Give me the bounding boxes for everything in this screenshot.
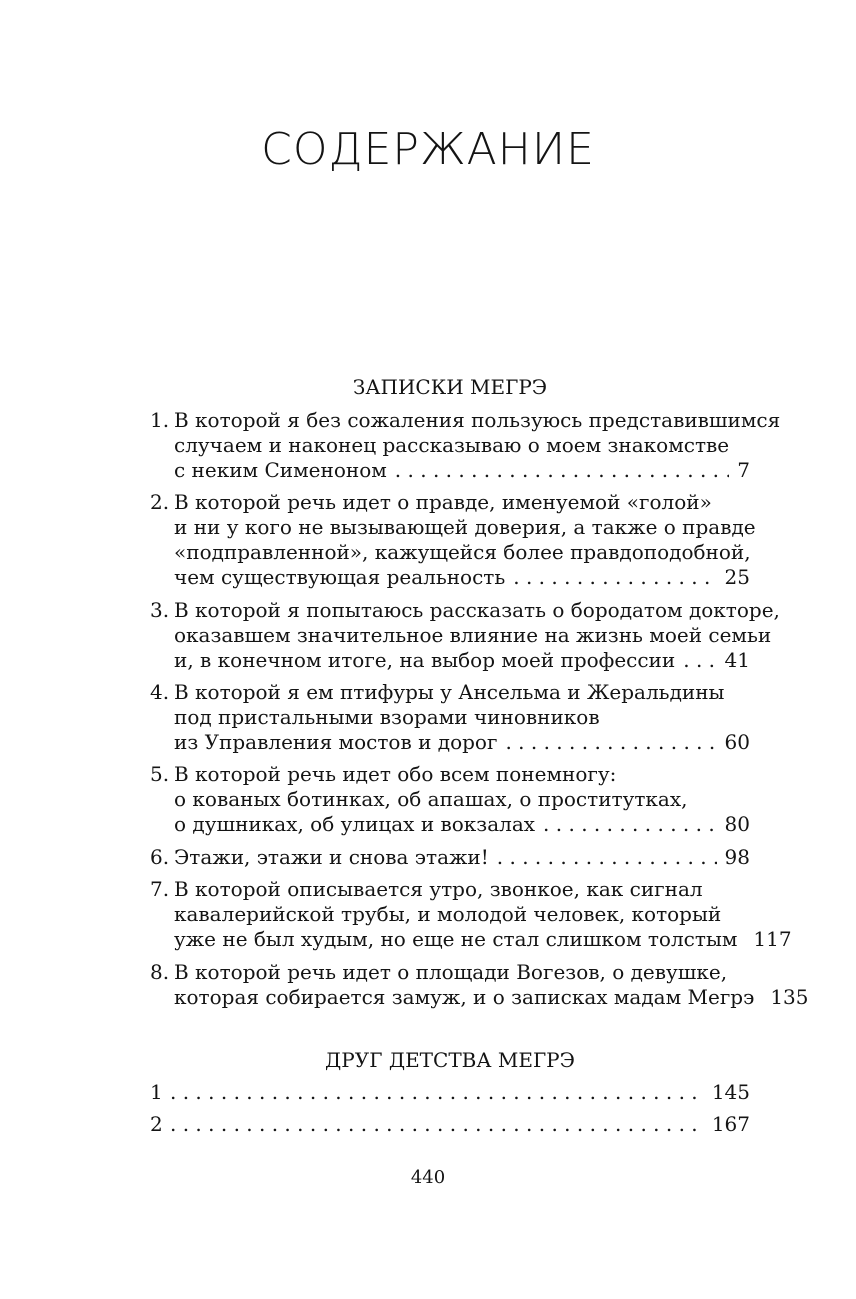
page-number: 167: [711, 1112, 750, 1136]
page-number: 60: [724, 730, 750, 754]
toc-entry[interactable]: [150, 1112, 750, 1137]
entry-line: «подправленной», кажущейся более правдоподобной,: [174, 540, 751, 564]
dot-leader: [513, 565, 716, 590]
toc-entry[interactable]: [150, 490, 756, 590]
entry-line: уже не был худым, но еще не стал слишком толстым: [174, 927, 738, 951]
entry-number: 1.: [150, 408, 170, 432]
entry-line: о душниках, об улицах и вокзалах: [174, 812, 536, 836]
entry-line: о кованых ботинках, об апашах, о проститутках,: [174, 787, 688, 811]
entry-line: Этажи, этажи и снова этажи!: [174, 845, 489, 869]
page-number: 80: [724, 812, 750, 836]
toc-entry[interactable]: [150, 598, 780, 673]
toc-entry[interactable]: [150, 960, 809, 1010]
page-number: 41: [724, 648, 750, 672]
entry-line: В которой речь идет о правде, именуемой «голой»: [174, 490, 712, 514]
entry-number: 7.: [150, 877, 170, 901]
page-number: 25: [724, 565, 750, 589]
page-folio: 440: [410, 1167, 446, 1188]
entry-number: 4.: [150, 680, 170, 704]
dot-leader: [497, 845, 717, 870]
toc-entry[interactable]: [150, 680, 750, 755]
entry-line: из Управления мостов и дорог: [174, 730, 498, 754]
dot-leader: [543, 812, 717, 837]
page-number: 98: [724, 845, 750, 869]
toc-entry[interactable]: [150, 408, 781, 483]
entry-number: 2: [150, 1112, 163, 1136]
entry-number: 8.: [150, 960, 170, 984]
toc-entry[interactable]: [150, 877, 792, 952]
section-title-drug-detstva-megre: ДРУГ ДЕТСТВА МЕГРЭ: [325, 1048, 575, 1072]
page-number: 117: [753, 927, 792, 951]
entry-line: и, в конечном итоге, на выбор моей профессии: [174, 648, 676, 672]
entry-line: которая собирается замуж, и о записках мадам Мегрэ: [174, 985, 755, 1009]
entry-number: 6.: [150, 845, 170, 869]
toc-entry[interactable]: [150, 1080, 750, 1105]
entry-number: 5.: [150, 762, 170, 786]
entry-line: чем существующая реальность: [174, 565, 506, 589]
entry-line: с неким Сименоном: [174, 458, 387, 482]
page-title: СОДЕРЖАНИЕ: [261, 124, 595, 175]
dot-leader: [505, 730, 716, 755]
entry-line: В которой речь идет обо всем понемногу:: [174, 762, 617, 786]
entry-number: 2.: [150, 490, 170, 514]
entry-line: оказавшем значительное влияние на жизнь моей семьи: [174, 623, 772, 647]
entry-line: и ни у кого не вызывающей доверия, а также о правде: [174, 515, 756, 539]
dot-leader: [170, 1080, 704, 1105]
toc-entry[interactable]: [150, 845, 750, 870]
section-title-zapiski-megre: ЗАПИСКИ МЕГРЭ: [352, 375, 548, 399]
entry-line: кавалерийской трубы, и молодой человек, который: [174, 902, 722, 926]
entry-line: случаем и наконец рассказываю о моем знакомстве: [174, 433, 730, 457]
dot-leader: [683, 648, 716, 673]
toc-entry[interactable]: [150, 762, 750, 837]
entry-line: В которой я без сожаления пользуюсь представившимся: [174, 408, 781, 432]
entry-line: В которой описывается утро, звонкое, как сигнал: [174, 877, 703, 901]
entry-line: под пристальными взорами чиновников: [174, 705, 600, 729]
entry-line: В которой я ем птифуры у Ансельма и Жеральдины: [174, 680, 725, 704]
page-number: 7: [737, 458, 750, 482]
page-number: 135: [770, 985, 809, 1009]
page-number: 145: [711, 1080, 750, 1104]
entry-number: 3.: [150, 598, 170, 622]
dot-leader: [395, 458, 729, 483]
entry-line: В которой я попытаюсь рассказать о бородатом докторе,: [174, 598, 780, 622]
dot-leader: [170, 1112, 704, 1137]
entry-number: 1: [150, 1080, 163, 1104]
entry-line: В которой речь идет о площади Вогезов, о девушке,: [174, 960, 728, 984]
